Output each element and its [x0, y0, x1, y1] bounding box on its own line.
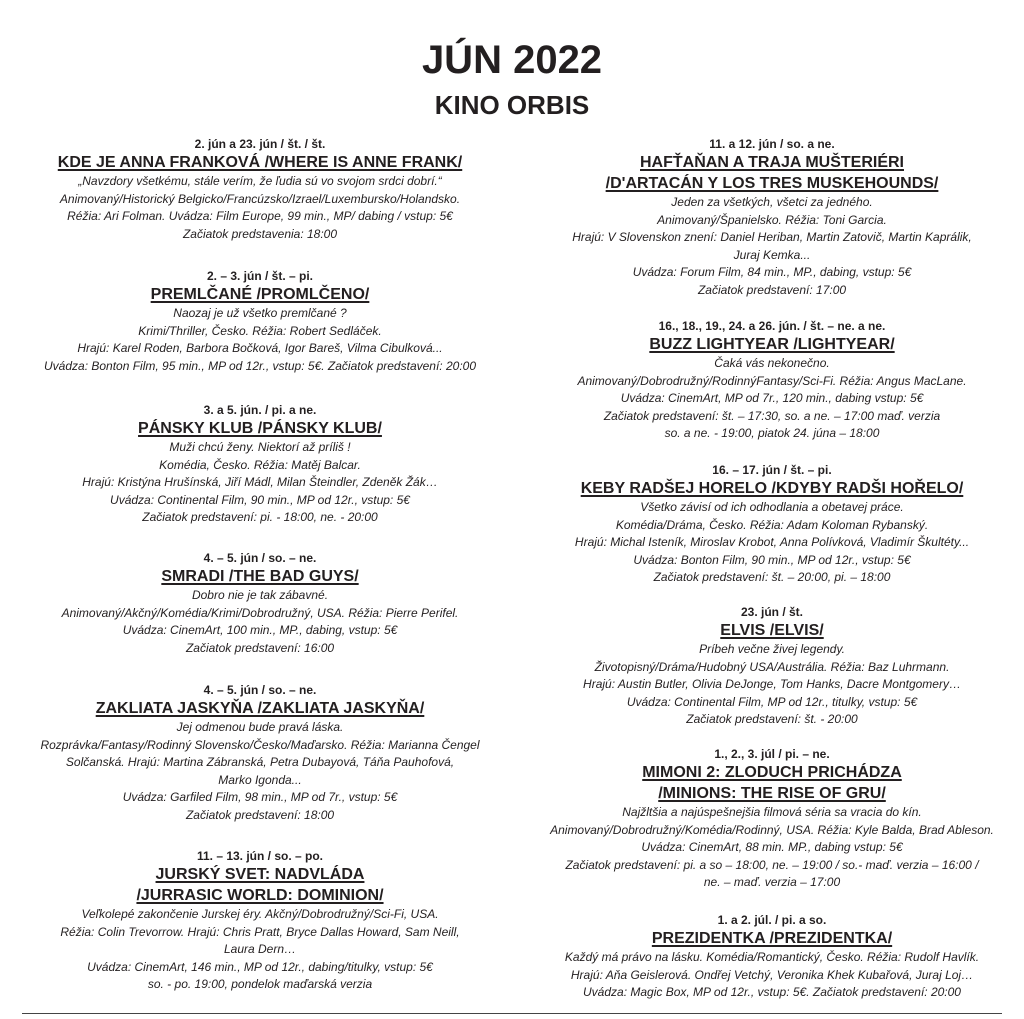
- movie-info-line: Začiatok predstavení: pi. a so – 18:00, ne. – 19:00 / so.- maď. verzia – 16:00 /: [565, 857, 979, 872]
- movie-entry: [6, 266, 514, 400]
- movie-info-line: Naozaj je už všetko premlčané ?: [173, 306, 347, 320]
- movie-info-line: Hrajú: Kristýna Hrušínská, Jiří Mádl, Milan Šteindler, Zdeněk Žák…: [82, 475, 438, 490]
- movie-info-line: Životopisný/Dráma/Hudobný USA/Austrália. Réžia: Baz Luhrmann.: [594, 659, 950, 674]
- screening-date: 4. – 5. jún / so. – ne.: [203, 551, 317, 565]
- right-column: [520, 134, 1024, 1002]
- movie-info-line: Najžltšia a najúspešnejšia filmová séria sa vracia do kín.: [622, 805, 922, 819]
- movie-info-line: Uvádza: Bonton Film, 95 min., MP od 12r., vstup: 5€. Začiatok predstavení: 20:00: [44, 358, 476, 373]
- movie-info-line: Začiatok predstavení: št. – 17:30, so. a ne. – 17:00 maď. verzia: [603, 408, 941, 423]
- movie-title: /JURRASIC WORLD: DOMINION/: [136, 887, 384, 904]
- movie-info-line: Hrajú: Karel Roden, Barbora Bočková, Igor Bareš, Vilma Cibulková...: [77, 341, 443, 356]
- screening-date: 16. – 17. jún / št. – pi.: [712, 463, 832, 477]
- movie-title: /MINIONS: THE RISE OF GRU/: [658, 785, 886, 802]
- movie-info-line: Animovaný/Španielsko. Réžia: Toni Garcia.: [657, 212, 887, 227]
- movie-info-line: Všetko závisí od ich odhodlania a obetavej práce.: [640, 500, 904, 514]
- movie-entry: [6, 548, 514, 680]
- movie-info-line: Animovaný/Dobrodružný/RodinnýFantasy/Sci-Fi. Réžia: Angus MacLane.: [577, 373, 967, 388]
- movie-info-line: Uvádza: Garfiled Film, 98 min., MP od 7r., vstup: 5€: [122, 790, 398, 805]
- movie-title: PREMLČANÉ /PROMLČENO/: [150, 286, 370, 303]
- movie-info-line: Juraj Kemka...: [733, 247, 811, 262]
- movie-info-line: Krimi/Thriller, Česko. Réžia: Robert Sedláček.: [138, 323, 382, 338]
- movie-info-line: Uvádza: CinemArt, MP od 7r., 120 min., dabing vstup: 5€: [620, 391, 924, 406]
- movie-info-line: Hrajú: V Slovenskon znení: Daniel Heriban, Martin Zatovič, Martin Kaprálik,: [572, 230, 972, 245]
- movie-title: ZAKLIATA JASKYŇA /ZAKLIATA JASKYŇA/: [95, 700, 425, 717]
- movie-entry: [6, 400, 514, 548]
- movie-title: HAFŤAŇAN A TRAJA MUŠTERIÉRI: [640, 154, 904, 171]
- movie-info-line: Uvádza: CinemArt, 88 min. MP., dabing vstup: 5€: [641, 840, 903, 855]
- movie-info-line: Uvádza: CinemArt, 100 min., MP., dabing, vstup: 5€: [122, 623, 398, 638]
- movie-title: KDE JE ANNA FRANKOVÁ /WHERE IS ANNE FRANK/: [57, 154, 463, 171]
- screening-date: 1. a 2. júl. / pi. a so.: [717, 913, 827, 927]
- movie-entry: [520, 134, 1024, 316]
- movie-title: KEBY RADŠEJ HORELO /KDYBY RADŠI HOŘELO/: [580, 480, 964, 497]
- movie-title: JURSKÝ SVET: NADVLÁDA: [155, 866, 365, 883]
- movie-info-line: Rozprávka/Fantasy/Rodinný Slovensko/Česko/Maďarsko. Réžia: Marianna Čengel: [40, 737, 480, 752]
- screening-date: 11. a 12. jún / so. a ne.: [709, 137, 835, 151]
- screening-date: 4. – 5. jún / so. – ne.: [203, 683, 317, 697]
- movie-entry: [6, 134, 514, 266]
- cinema-name: KINO ORBIS: [434, 90, 590, 120]
- movie-entry: [520, 910, 1024, 1002]
- movie-info-line: Začiatok predstavení: 17:00: [697, 282, 847, 297]
- screening-date: 11. – 13. jún / so. – po.: [196, 849, 324, 863]
- movie-info-line: Uvádza: Continental Film, 90 min., MP od 12r., vstup: 5€: [110, 492, 410, 507]
- movie-info-line: Čaká vás nekonečno.: [714, 356, 830, 370]
- screening-date: 3. a 5. jún. / pi. a ne.: [203, 403, 317, 417]
- left-column: [6, 134, 514, 994]
- movie-info-line: Komédia, Česko. Réžia: Matěj Balcar.: [159, 457, 361, 472]
- movie-title: ELVIS /ELVIS/: [720, 622, 824, 639]
- movie-info-line: so. a ne. - 19:00, piatok 24. júna – 18:00: [664, 426, 880, 441]
- movie-info-line: Začiatok predstavení: pi. - 18:00, ne. - 20:00: [142, 510, 378, 525]
- movie-info-line: Dobro nie je tak zábavné.: [191, 588, 329, 602]
- movie-info-line: Réžia: Colin Trevorrow. Hrajú: Chris Pratt, Bryce Dallas Howard, Sam Neill,: [60, 924, 460, 939]
- movie-info-line: Veľkolepé zakončenie Jurskej éry. Akčný/Dobrodružný/Sci-Fi, USA.: [81, 907, 439, 921]
- movie-info-line: Réžia: Ari Folman. Uvádza: Film Europe, 99 min., MP/ dabing / vstup: 5€: [67, 209, 453, 224]
- movie-entry: [520, 602, 1024, 744]
- movie-info-line: Začiatok predstavení: 18:00: [185, 807, 335, 822]
- movie-info-line: so. - po. 19:00, pondelok maďarská verzia: [147, 977, 373, 992]
- movie-info-line: Začiatok predstavenia: 18:00: [182, 226, 338, 241]
- movie-entry: [520, 316, 1024, 460]
- movie-entry: [6, 846, 514, 994]
- movie-title: PÁNSKY KLUB /PÁNSKY KLUB/: [138, 420, 382, 437]
- movie-info-line: Uvádza: Continental Film, MP od 12r., titulky, vstup: 5€: [626, 694, 918, 709]
- screening-date: 2. – 3. jún / št. – pi.: [206, 269, 314, 283]
- movie-info-line: Uvádza: Forum Film, 84 min., MP., dabing, vstup: 5€: [632, 265, 912, 280]
- movie-info-line: ne. – maď. verzia – 17:00: [703, 875, 841, 890]
- movie-info-line: Jej odmenou bude pravá láska.: [176, 720, 344, 734]
- movie-info-line: Solčanská. Hrajú: Martina Zábranská, Petra Dubayová, Táňa Pauhofová,: [65, 755, 455, 770]
- movie-info-line: Animovaný/Akčný/Komédia/Krimi/Dobrodružný, USA. Réžia: Pierre Perifel.: [61, 605, 459, 620]
- movie-info-line: Animovaný/Dobrodružný/Komédia/Rodinný, USA. Réžia: Kyle Balda, Brad Ableson.: [550, 822, 994, 837]
- movie-info-line: Komédia/Dráma, Česko. Réžia: Adam Koloman Rybanský.: [615, 517, 929, 532]
- screening-date: 16., 18., 19., 24. a 26. jún. / št. – ne. a ne.: [658, 319, 886, 333]
- movie-info-line: Hrajú: Austin Butler, Olivia DeJonge, Tom Hanks, Dacre Montgomery…: [583, 677, 961, 692]
- movie-info-line: Začiatok predstavení: 16:00: [185, 640, 335, 655]
- movie-info-line: Začiatok predstavení: št. – 20:00, pi. – 18:00: [653, 570, 891, 585]
- movie-info-line: Príbeh večne živej legendy.: [699, 642, 845, 656]
- movie-entry: [520, 460, 1024, 602]
- movie-entry: [520, 744, 1024, 910]
- movie-info-line: Marko Igonda...: [218, 772, 302, 787]
- movie-info-line: Hrajú: Michal Isteník, Miroslav Krobot, Anna Polívková, Vladimír Škultéty...: [574, 535, 970, 550]
- page-title: JÚN 2022: [421, 38, 603, 82]
- movie-info-line: Každý má právo na lásku. Komédia/Romantický, Česko. Réžia: Rudolf Havlík.: [564, 950, 980, 964]
- movie-info-line: Uvádza: Bonton Film, 90 min., MP od 12r., vstup: 5€: [633, 552, 911, 567]
- movie-info-line: „Navzdory všetkému, stále verím, že ľudia sú vo svojom srdci dobrí.“: [78, 174, 442, 188]
- movie-info-line: Uvádza: CinemArt, 146 min., MP od 12r., dabing/titulky, vstup: 5€: [87, 959, 433, 974]
- movie-title: /D'ARTACÁN Y LOS TRES MUSKEHOUNDS/: [605, 175, 939, 192]
- movie-title: PREZIDENTKA /PREZIDENTKA/: [651, 930, 893, 947]
- screening-date: 23. jún / št.: [740, 605, 803, 619]
- movie-title: MIMONI 2: ZLODUCH PRICHÁDZA: [642, 764, 902, 781]
- movie-info-line: Muži chcú ženy. Niektorí až príliš !: [169, 440, 351, 454]
- movie-info-line: Animovaný/Historický Belgicko/Francúzsko/Izrael/Luxembursko/Holandsko.: [59, 191, 461, 206]
- screening-date: 2. jún a 23. jún / št. / št.: [194, 137, 326, 151]
- movie-title: SMRADI /THE BAD GUYS/: [161, 568, 359, 585]
- movie-info-line: Začiatok predstavení: št. - 20:00: [686, 712, 858, 727]
- movie-title: BUZZ LIGHTYEAR /LIGHTYEAR/: [649, 336, 895, 353]
- movie-info-line: Hrajú: Aňa Geislerová. Ondřej Vetchý, Veronika Khek Kubařová, Juraj Loj…: [570, 967, 974, 982]
- movie-info-line: Uvádza: Magic Box, MP od 12r., vstup: 5€. Začiatok predstavení: 20:00: [583, 985, 961, 1000]
- screening-date: 1., 2., 3. júl / pi. – ne.: [714, 747, 830, 761]
- movie-info-line: Laura Dern…: [223, 942, 297, 957]
- bottom-divider: [22, 1013, 1002, 1014]
- movie-info-line: Jeden za všetkých, všetci za jedného.: [671, 195, 873, 209]
- movie-entry: [6, 680, 514, 846]
